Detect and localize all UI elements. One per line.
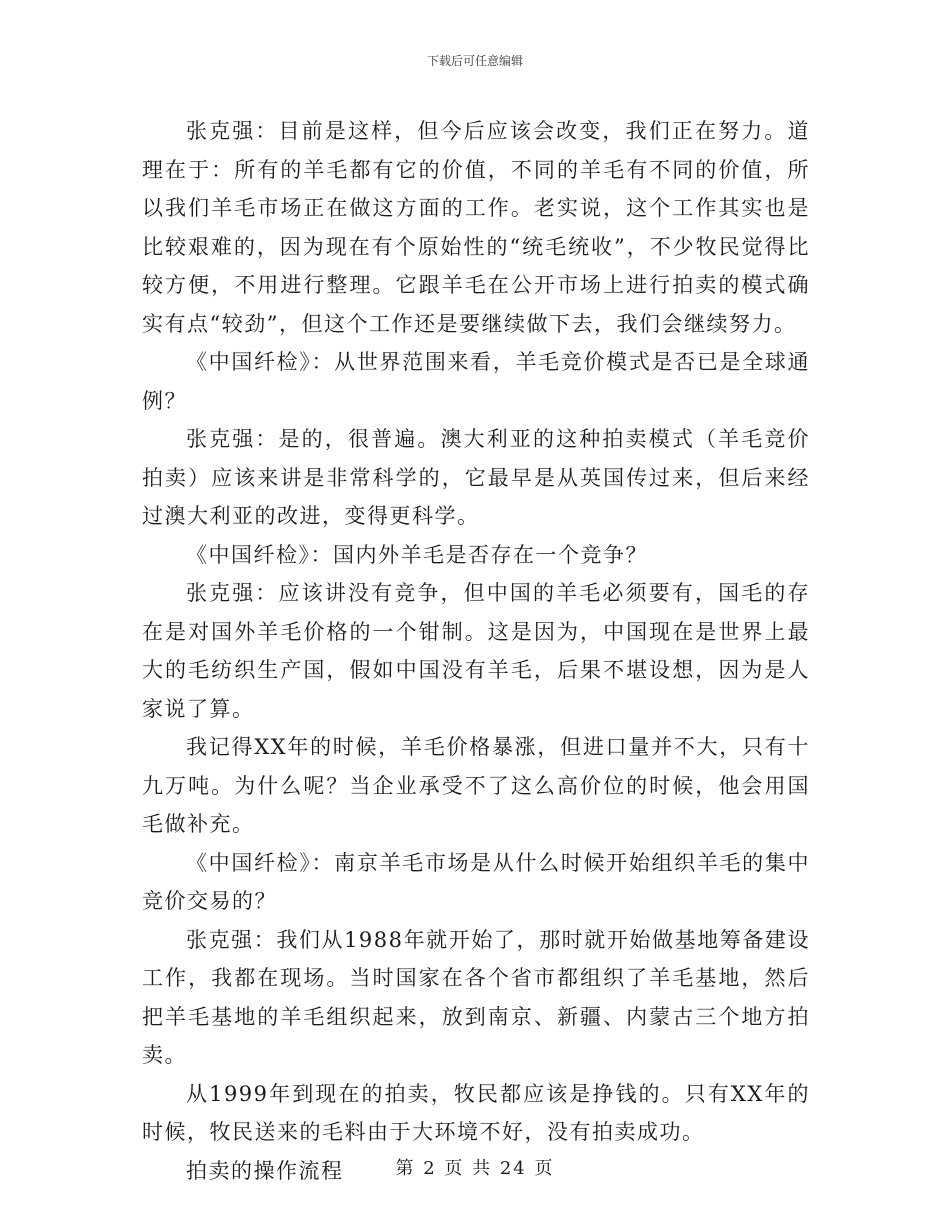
paragraph: 张克强：我们从1988年就开始了，那时就开始做基地筹备建设工作，我都在现场。当时国家在各个省市都组织了羊毛基地，然后把羊毛基地的羊毛组织起来，放到南京、新疆、内蒙古三个地方拍卖。 xyxy=(142,927,810,1067)
paragraph: 《中国纤检》：从世界范围来看，羊毛竞价模式是否已是全球通例？ xyxy=(142,350,810,413)
paragraph: 张克强：应该讲没有竞争，但中国的羊毛必须要有，国毛的存在是对国外羊毛价格的一个钳制。这是因为，中国现在是世界上最大的毛纺织生产国，假如中国没有羊毛，后果不堪设想，因为是人家说了算。 xyxy=(142,581,810,721)
paragraph: 我记得XX年的时候，羊毛价格暴涨，但进口量并不大，只有十九万吨。为什么呢？当企业承受不了这么高价位的时候，他会用国毛做补充。 xyxy=(142,735,810,836)
paragraph: 《中国纤检》：南京羊毛市场是从什么时候开始组织羊毛的集中竞价交易的？ xyxy=(142,850,810,913)
section-heading: 拍卖的操作流程 xyxy=(186,1158,344,1183)
page-number-footer: 第 2 页 共 24 页 xyxy=(395,1158,555,1179)
paragraph: 张克强：目前是这样，但今后应该会改变，我们正在努力。道理在于：所有的羊毛都有它的价值，不同的羊毛有不同的价值，所以我们羊毛市场正在做这方面的工作。老实说，这个工作其实也是比较艰难的，因为现在有个原始性的“统毛统收”，不少牧民觉得比较方便，不用进行整理。它跟羊毛在公开市场上进行拍卖的模式确实有点“较劲”，但这个工作还是要继续做下去，我们会继续努力。 xyxy=(142,119,810,336)
paragraph: 从1999年到现在的拍卖，牧民都应该是挣钱的。只有XX年的时候，牧民送来的毛料由于大环境不好，没有拍卖成功。 xyxy=(142,1081,810,1144)
paragraph: 张克强：是的，很普遍。澳大利亚的这种拍卖模式（羊毛竞价拍卖）应该来讲是非常科学的，它最早是从英国传过来，但后来经过澳大利亚的改进，变得更科学。 xyxy=(142,427,810,528)
document-body xyxy=(142,112,810,1190)
page-header-note: 下载后可任意编辑 xyxy=(426,54,523,68)
paragraph: 《中国纤检》：国内外羊毛是否存在一个竞争？ xyxy=(186,542,648,567)
